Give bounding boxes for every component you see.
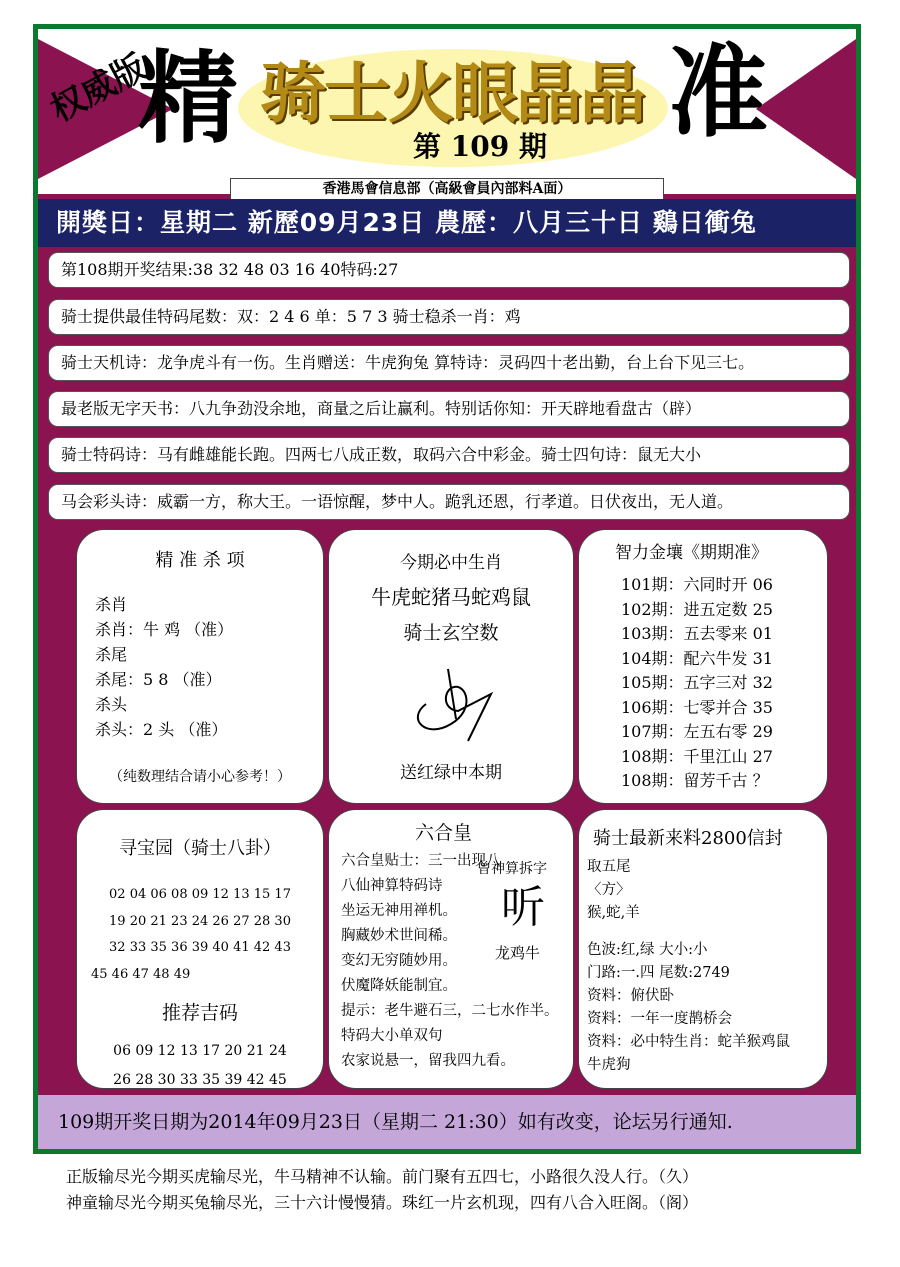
poster-title: 骑士火眼晶晶: [260, 55, 644, 132]
liuhe-line: 八仙神算特码诗: [341, 878, 443, 894]
liuhe-line: 坐运无神用禅机。: [341, 903, 457, 919]
liuhe-line: 变幻无穷随妙用。: [341, 953, 457, 969]
wisdom-item: 105期：五字三对 32: [621, 673, 773, 692]
liuhe-line: 伏魔降妖能制宜。: [341, 978, 457, 994]
info-row-special: 骑士特码诗：马有雌雄能长跑。四两七八成正数，取码六合中彩金。骑士四句诗：鼠无大小: [48, 437, 850, 473]
liuhe-card: [328, 809, 574, 1089]
wisdom-item: 103期：五去零来 01: [621, 624, 773, 643]
kill-line: 杀肖: [95, 595, 128, 614]
liuhe-side-bottom: 龙鸡牛: [495, 944, 541, 962]
latest-card: [578, 809, 828, 1089]
latest-list: [579, 856, 827, 1077]
wisdom-item: 102期：进五定数 25: [621, 599, 773, 619]
liuhe-title: 六合皇: [415, 822, 473, 844]
liuhe-line: 胸藏妙术世间稀。: [341, 928, 457, 944]
kill-line: 杀尾：5 8 （准）: [95, 670, 222, 689]
recommend-row: 06 09 12 13 17 20 21 24: [113, 1043, 287, 1059]
latest-line: 资料：必中特生肖：蛇羊猴鸡鼠: [587, 1034, 790, 1050]
right-triangle: [756, 39, 856, 179]
footer-line-1: 正版输尽光今期买虎输尽光，牛马精神不认输。前门聚有五四七，小路很久没人行。（久）: [66, 1167, 699, 1186]
kill-line: 杀头：2 头 （准）: [95, 720, 228, 739]
must-hit-sub: 骑士玄空数: [403, 622, 499, 644]
latest-title: 骑士最新来料2800信封: [593, 828, 783, 849]
latest-line: 猴,蛇,羊: [587, 905, 640, 921]
latest-line: 门路:一.四 尾数:2749: [587, 965, 730, 981]
treasure-number-row: 02 04 06 08 09 12 13 15 17: [109, 887, 291, 902]
draw-info-bar: 開獎日：星期二 新歷09月23日 農歷：八月三十日 鷄日衝兔: [38, 199, 856, 247]
latest-line: 资料：一年一度鹊桥会: [587, 1011, 732, 1027]
treasure-numbers: [77, 882, 323, 988]
treasure-number-row: 19 20 21 23 24 26 27 28 30: [109, 913, 291, 929]
poster-header: [38, 29, 856, 197]
info-row-book: 最老版无字天书：八九争劲没余地，商量之后让赢利。特别话你知：开天辟地看盘古（辟）: [48, 391, 850, 427]
info-row-lucky: 马会彩头诗：威霸一方，称大王。一语惊醒，梦中人。跪乳还恩，行孝道。日伏夜出，无人道。: [48, 484, 850, 520]
kill-note: （纯数理结合请小心参考！）: [109, 769, 291, 785]
signature-icon: [396, 659, 506, 749]
kill-items-card: [76, 529, 324, 804]
must-hit-bottom: 送红绿中本期: [400, 763, 502, 783]
wisdom-item: 108期：千里江山 27: [621, 746, 773, 766]
info-row-poem: 骑士天机诗：龙争虎斗有一伤。生肖赠送：牛虎狗兔 算特诗：灵码四十老出勤，台上台下见三七。: [48, 345, 850, 381]
kill-line: 杀头: [95, 695, 128, 714]
liuhe-side-char: 听: [501, 882, 545, 933]
treasure-number-row: 45 46 47 48 49: [91, 966, 191, 982]
right-big-char: 准: [668, 34, 768, 151]
latest-line: 牛虎狗: [587, 1057, 631, 1073]
liuhe-side-title: 曾神算拆字: [477, 861, 547, 877]
treasure-number-row: 32 33 35 36 39 40 41 42 43: [109, 940, 291, 955]
wisdom-item: 106期：七零并合 35: [621, 697, 773, 717]
treasure-title: 寻宝园（骑士八卦）: [119, 838, 281, 859]
wisdom-item: 108期：留芳千古 ？: [621, 771, 769, 790]
kill-line: 杀肖：牛 鸡 （准）: [95, 620, 234, 639]
latest-line: 〈方〉: [587, 882, 631, 898]
wisdom-item: 101期：六同时开 06: [621, 575, 773, 594]
treasure-card: [76, 809, 324, 1089]
latest-line: 色波:红,绿 大小:小: [587, 942, 708, 958]
notice-bar: 109期开奖日期为2014年09月23日（星期二 21:30）如有改变，论坛另行通知.: [38, 1095, 856, 1149]
info-row-result: 第108期开奖结果:38 32 48 03 16 40特码:27: [48, 252, 850, 288]
latest-spacer: [587, 925, 827, 939]
kill-items-list: [77, 592, 323, 742]
left-big-char: 精: [138, 40, 238, 157]
must-hit-card: [328, 529, 574, 804]
issue-number: 第 109 期: [413, 130, 547, 163]
kill-items-title: 精 准 杀 项: [155, 550, 245, 571]
latest-line: 资料：俯伏卧: [587, 988, 674, 1004]
authority-badge: 权威版: [44, 46, 154, 131]
department-label: 香港馬會信息部（高級會員內部料A面）: [230, 178, 664, 200]
wisdom-title: 智力金壤《期期准》: [615, 543, 768, 563]
recommend-row: 26 28 30 33 35 39 42 45: [113, 1072, 287, 1088]
liuhe-line: 提示：老牛避石三，二七水作半。: [341, 1003, 559, 1019]
must-hit-title: 今期必中生肖: [400, 553, 502, 573]
latest-line: 取五尾: [587, 859, 631, 875]
wisdom-item: 104期：配六牛发 31: [621, 648, 773, 668]
recommend-numbers: [77, 1037, 323, 1089]
liuhe-line: 特码大小单双句: [341, 1028, 443, 1044]
liuhe-line: 六合皇贴士：三一出现八: [341, 853, 501, 869]
liuhe-line: 农家说悬一，留我四九看。: [341, 1053, 515, 1069]
footer-line-2: 神童输尽光今期买兔输尽光，三十六计慢慢猜。珠红一片玄机现，四有八合入旺阁。（阁）: [66, 1193, 699, 1212]
kill-line: 杀尾: [95, 645, 128, 664]
poster-frame: [33, 24, 861, 1154]
must-hit-animals: 牛虎蛇猪马蛇鸡鼠: [371, 585, 531, 609]
wisdom-item: 107期：左五右零 29: [621, 722, 773, 741]
wisdom-list: [579, 573, 827, 794]
wisdom-card: [578, 529, 828, 804]
info-row-tail: 骑士提供最佳特码尾数：双：2 4 6 单：5 7 3 骑士稳杀一肖：鸡: [48, 299, 850, 335]
recommend-title: 推荐吉码: [161, 1002, 238, 1024]
